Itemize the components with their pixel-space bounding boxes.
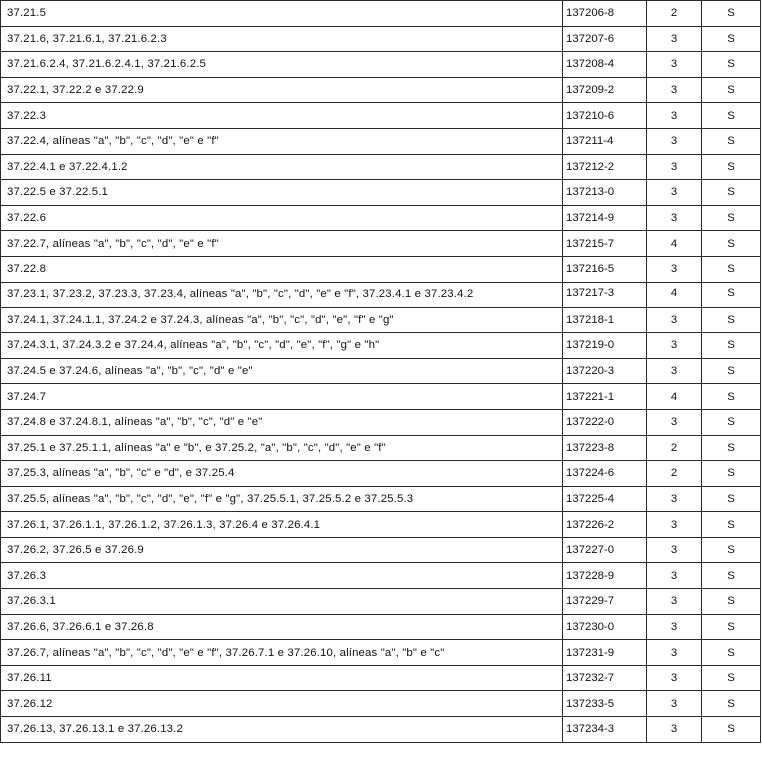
table-row — [1, 52, 761, 78]
grade-cell: 2 — [647, 461, 702, 487]
item-reference-cell: 37.22.7, alíneas "a", "b", "c", "d", "e" e "f" — [1, 231, 563, 257]
type-cell: S — [702, 52, 761, 78]
table-row — [1, 205, 761, 231]
code-cell: 137213-0 — [563, 180, 647, 206]
grade-cell: 3 — [647, 717, 702, 743]
code-cell: 137208-4 — [563, 52, 647, 78]
grade-cell: 3 — [647, 77, 702, 103]
type-cell: S — [702, 512, 761, 538]
grade-cell: 3 — [647, 307, 702, 333]
type-cell: S — [702, 282, 761, 307]
item-reference-cell: 37.21.6, 37.21.6.1, 37.21.6.2.3 — [1, 26, 563, 52]
item-reference-cell: 37.21.5 — [1, 1, 563, 27]
code-cell: 137214-9 — [563, 205, 647, 231]
table-row — [1, 231, 761, 257]
grade-cell: 3 — [647, 665, 702, 691]
item-reference-cell: 37.25.1 e 37.25.1.1, alíneas "a" e "b", e 37.25.2, "a", "b", "c", "d", "e" e "f" — [1, 435, 563, 461]
type-cell: S — [702, 358, 761, 384]
table-row — [1, 358, 761, 384]
item-reference-cell: 37.24.1, 37.24.1.1, 37.24.2 e 37.24.3, alíneas "a", "b", "c", "d", "e", "f" e "g" — [1, 307, 563, 333]
item-reference-cell: 37.26.1, 37.26.1.1, 37.26.1.2, 37.26.1.3, 37.26.4 e 37.26.4.1 — [1, 512, 563, 538]
code-cell: 137206-8 — [563, 1, 647, 27]
code-cell: 137228-9 — [563, 563, 647, 589]
table-row — [1, 180, 761, 206]
code-cell: 137215-7 — [563, 231, 647, 257]
table-row — [1, 665, 761, 691]
table-row — [1, 333, 761, 359]
type-cell: S — [702, 307, 761, 333]
code-cell: 137210-6 — [563, 103, 647, 129]
table-row — [1, 26, 761, 52]
type-cell: S — [702, 589, 761, 615]
type-cell: S — [702, 691, 761, 717]
item-reference-cell: 37.21.6.2.4, 37.21.6.2.4.1, 37.21.6.2.5 — [1, 52, 563, 78]
code-cell: 137225-4 — [563, 486, 647, 512]
code-cell: 137207-6 — [563, 26, 647, 52]
item-reference-cell: 37.24.8 e 37.24.8.1, alíneas "a", "b", "c", "d" e "e" — [1, 409, 563, 435]
table-row — [1, 384, 761, 410]
code-cell: 137219-0 — [563, 333, 647, 359]
type-cell: S — [702, 103, 761, 129]
code-cell: 137230-0 — [563, 614, 647, 640]
item-reference-cell: 37.26.3.1 — [1, 589, 563, 615]
table-row — [1, 512, 761, 538]
grade-cell: 2 — [647, 1, 702, 27]
item-reference-cell: 37.23.1, 37.23.2, 37.23.3, 37.23.4, alíneas "a", "b", "c", "d", "e" e "f", 37.23.4.1 e 37.23.4.2 — [1, 282, 563, 307]
grade-cell: 4 — [647, 231, 702, 257]
item-reference-cell: 37.24.7 — [1, 384, 563, 410]
code-cell: 137226-2 — [563, 512, 647, 538]
grade-cell: 3 — [647, 486, 702, 512]
item-reference-cell: 37.26.2, 37.26.5 e 37.26.9 — [1, 537, 563, 563]
type-cell: S — [702, 614, 761, 640]
item-reference-cell: 37.22.6 — [1, 205, 563, 231]
code-cell: 137221-1 — [563, 384, 647, 410]
table-row — [1, 128, 761, 154]
code-cell: 137231-9 — [563, 640, 647, 666]
table-row — [1, 154, 761, 180]
item-reference-cell: 37.26.7, alíneas "a", "b", "c", "d", "e" e "f", 37.26.7.1 e 37.26.10, alíneas "a", "b" e "c" — [1, 640, 563, 666]
table-row — [1, 537, 761, 563]
table-row — [1, 691, 761, 717]
type-cell: S — [702, 665, 761, 691]
code-cell: 137232-7 — [563, 665, 647, 691]
item-reference-cell: 37.26.6, 37.26.6.1 e 37.26.8 — [1, 614, 563, 640]
grade-cell: 3 — [647, 512, 702, 538]
grade-cell: 3 — [647, 614, 702, 640]
code-cell: 137224-6 — [563, 461, 647, 487]
type-cell: S — [702, 205, 761, 231]
code-cell: 137234-3 — [563, 717, 647, 743]
table-row — [1, 563, 761, 589]
type-cell: S — [702, 384, 761, 410]
grade-cell: 3 — [647, 563, 702, 589]
items-table-body — [1, 1, 761, 743]
table-row — [1, 486, 761, 512]
grade-cell: 3 — [647, 205, 702, 231]
type-cell: S — [702, 537, 761, 563]
code-cell: 137220-3 — [563, 358, 647, 384]
item-reference-cell: 37.22.4.1 e 37.22.4.1.2 — [1, 154, 563, 180]
type-cell: S — [702, 640, 761, 666]
table-row — [1, 640, 761, 666]
item-reference-cell: 37.22.3 — [1, 103, 563, 129]
item-reference-cell: 37.24.5 e 37.24.6, alíneas "a", "b", "c", "d" e "e" — [1, 358, 563, 384]
table-row — [1, 461, 761, 487]
type-cell: S — [702, 563, 761, 589]
code-cell: 137229-7 — [563, 589, 647, 615]
code-cell: 137209-2 — [563, 77, 647, 103]
item-reference-cell: 37.26.3 — [1, 563, 563, 589]
type-cell: S — [702, 231, 761, 257]
item-reference-cell: 37.26.12 — [1, 691, 563, 717]
type-cell: S — [702, 256, 761, 282]
grade-cell: 3 — [647, 180, 702, 206]
type-cell: S — [702, 461, 761, 487]
grade-cell: 3 — [647, 691, 702, 717]
grade-cell: 3 — [647, 333, 702, 359]
grade-cell: 3 — [647, 52, 702, 78]
table-row — [1, 282, 761, 307]
grade-cell: 3 — [647, 154, 702, 180]
type-cell: S — [702, 77, 761, 103]
item-reference-cell: 37.22.8 — [1, 256, 563, 282]
type-cell: S — [702, 409, 761, 435]
grade-cell: 3 — [647, 358, 702, 384]
code-cell: 137233-5 — [563, 691, 647, 717]
grade-cell: 3 — [647, 128, 702, 154]
type-cell: S — [702, 1, 761, 27]
grade-cell: 4 — [647, 282, 702, 307]
type-cell: S — [702, 333, 761, 359]
code-cell: 137223-8 — [563, 435, 647, 461]
table-row — [1, 77, 761, 103]
item-reference-cell: 37.25.3, alíneas "a", "b", "c" e "d", e 37.25.4 — [1, 461, 563, 487]
table-row — [1, 1, 761, 27]
item-reference-cell: 37.26.13, 37.26.13.1 e 37.26.13.2 — [1, 717, 563, 743]
type-cell: S — [702, 154, 761, 180]
item-reference-cell: 37.22.5 e 37.22.5.1 — [1, 180, 563, 206]
grade-cell: 3 — [647, 537, 702, 563]
code-cell: 137211-4 — [563, 128, 647, 154]
item-reference-cell: 37.22.1, 37.22.2 e 37.22.9 — [1, 77, 563, 103]
table-row — [1, 589, 761, 615]
code-cell: 137222-0 — [563, 409, 647, 435]
grade-cell: 3 — [647, 26, 702, 52]
item-reference-cell: 37.25.5, alíneas "a", "b", "c", "d", "e", "f" e "g", 37.25.5.1, 37.25.5.2 e 37.25.5.3 — [1, 486, 563, 512]
grade-cell: 2 — [647, 435, 702, 461]
grade-cell: 3 — [647, 640, 702, 666]
table-row — [1, 435, 761, 461]
table-row — [1, 103, 761, 129]
code-cell: 137216-5 — [563, 256, 647, 282]
table-row — [1, 409, 761, 435]
type-cell: S — [702, 26, 761, 52]
type-cell: S — [702, 486, 761, 512]
code-cell: 137212-2 — [563, 154, 647, 180]
grade-cell: 3 — [647, 409, 702, 435]
table-row — [1, 717, 761, 743]
code-cell: 137218-1 — [563, 307, 647, 333]
type-cell: S — [702, 180, 761, 206]
item-reference-cell: 37.22.4, alíneas "a", "b", "c", "d", "e" e "f" — [1, 128, 563, 154]
grade-cell: 3 — [647, 589, 702, 615]
table-row — [1, 614, 761, 640]
item-reference-cell: 37.24.3.1, 37.24.3.2 e 37.24.4, alíneas "a", "b", "c", "d", "e", "f", "g" e "h" — [1, 333, 563, 359]
code-cell: 137217-3 — [563, 282, 647, 307]
grade-cell: 4 — [647, 384, 702, 410]
type-cell: S — [702, 717, 761, 743]
table-row — [1, 307, 761, 333]
type-cell: S — [702, 128, 761, 154]
grade-cell: 3 — [647, 256, 702, 282]
type-cell: S — [702, 435, 761, 461]
grade-cell: 3 — [647, 103, 702, 129]
item-reference-cell: 37.26.11 — [1, 665, 563, 691]
table-row — [1, 256, 761, 282]
code-cell: 137227-0 — [563, 537, 647, 563]
